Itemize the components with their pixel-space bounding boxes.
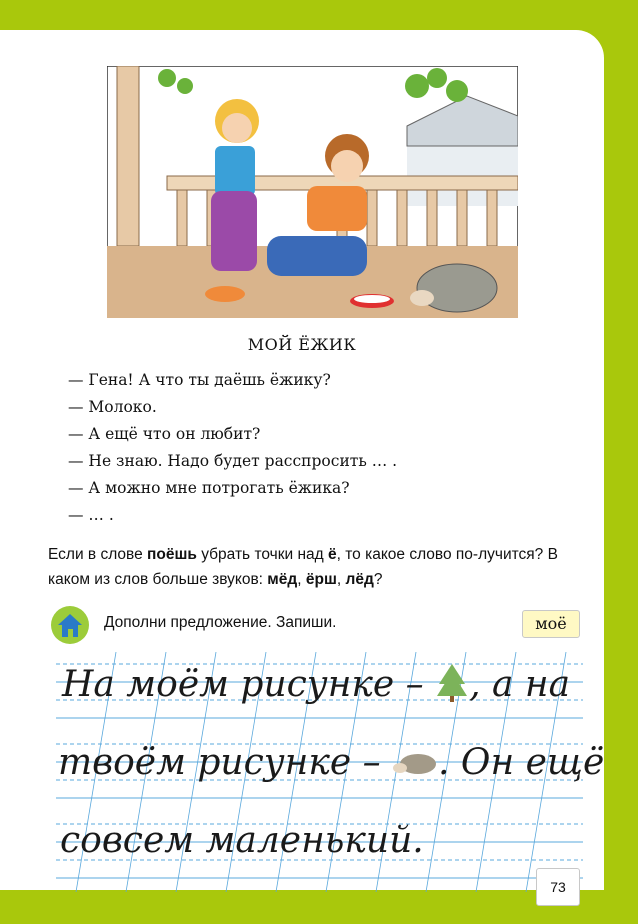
house-icon	[50, 605, 90, 645]
dialog-line: — Гена! А что ты даёшь ёжику?	[68, 371, 331, 389]
illustration	[107, 66, 518, 318]
dialog-line: — Не знаю. Надо будет расспросить … .	[68, 452, 398, 470]
dialog-line: — … .	[68, 506, 114, 524]
handwriting-line-2: твоём рисунке – . Он ещё	[58, 742, 605, 783]
page	[0, 30, 605, 895]
task-text: Если в слове поёшь убрать точки над ё, то какое слово по-лучится? В каком из слов больше звуков: мёд, ёрш, лёд?	[48, 546, 558, 588]
handwriting-line-3: совсем маленький.	[60, 820, 424, 861]
hedgehog-icon	[392, 750, 438, 776]
story-title: МОЙ ЁЖИК	[247, 335, 357, 354]
page-number: 73	[536, 868, 580, 906]
dialog-line: — А можно мне потрогать ёжика?	[68, 479, 350, 497]
dialog	[68, 367, 397, 529]
instruction: Дополни предложение. Запиши.	[104, 614, 337, 631]
tree-icon	[435, 662, 469, 702]
dialog-line: — Молоко.	[68, 398, 157, 416]
dialog-line: — А ещё что он любит?	[68, 425, 261, 443]
handwriting-line-1: На моём рисунке – , а на	[62, 664, 571, 705]
word-badge: моё	[522, 610, 580, 638]
